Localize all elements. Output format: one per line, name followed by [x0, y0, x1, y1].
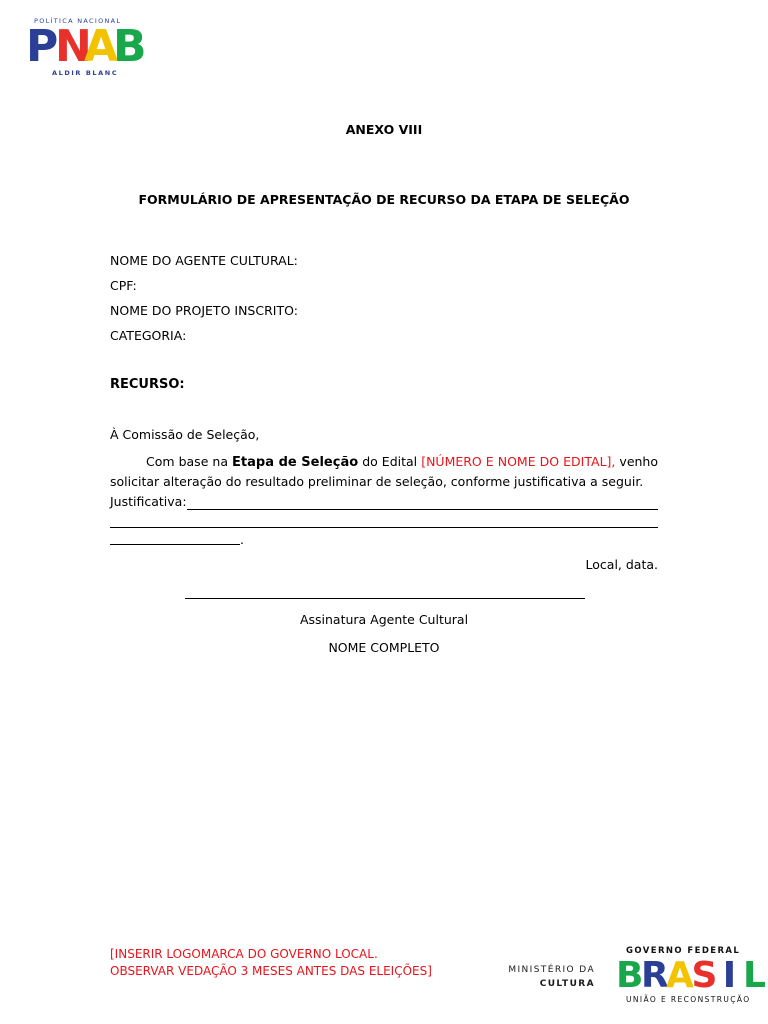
field-agent-name: NOME DO AGENTE CULTURAL:: [110, 253, 298, 268]
local-date: Local, data.: [585, 557, 658, 572]
signature-label: Assinatura Agente Cultural: [299, 612, 469, 627]
justificativa-end: .: [240, 532, 244, 547]
salutation: À Comissão de Seleção,: [110, 427, 260, 442]
edital-placeholder: [NÚMERO E NOME DO EDITAL],: [421, 454, 616, 469]
gov-letter: S: [691, 955, 716, 996]
justificativa-line: [110, 544, 240, 545]
gov-logo-wordmark: [616, 955, 766, 996]
pnab-logo: [26, 17, 148, 79]
gov-logo-bottom-text: UNIÃO E RECONSTRUÇÃO: [626, 995, 751, 1004]
pnab-letter: B: [113, 21, 145, 72]
body-bold-phrase: Etapa de Seleção: [232, 455, 359, 470]
gov-letter: B: [616, 955, 642, 996]
pnab-letter: P: [26, 21, 57, 72]
gov-logo-top-text: GOVERNO FEDERAL: [626, 946, 741, 956]
justificativa-line: [187, 509, 658, 510]
ministry-name-line: MINISTÉRIO DA: [508, 965, 595, 975]
gov-letter: L: [743, 955, 764, 996]
signature-line: [185, 598, 585, 599]
field-project-name: NOME DO PROJETO INSCRITO:: [110, 303, 298, 318]
body-text: do Edital: [358, 454, 422, 469]
ministry-logo: [505, 963, 595, 991]
pnab-logo-top-text: POLÍTICA NACIONAL: [34, 17, 122, 25]
annex-title: ANEXO VIII: [345, 122, 423, 137]
body-text: venho solicitar alteração do resultado preliminar de seleção, conforme justificativa a seguir.: [110, 454, 659, 489]
body-text: Com base na: [146, 454, 233, 469]
full-name-label: NOME COMPLETO: [328, 640, 440, 655]
local-government-logo-note: [110, 946, 432, 980]
federal-government-logo: [614, 946, 764, 1008]
ministry-name-line: CULTURA: [539, 979, 595, 989]
gov-letter: R: [641, 955, 667, 996]
justificativa-line: [110, 527, 658, 528]
justificativa-label: Justificativa:: [110, 494, 187, 509]
field-category: CATEGORIA:: [110, 328, 187, 343]
gov-letter: I: [722, 955, 735, 996]
request-paragraph: [110, 452, 658, 491]
footer-note-line: [INSERIR LOGOMARCA DO GOVERNO LOCAL.: [110, 947, 378, 961]
pnab-logo-bottom-text: ALDIR BLANC: [52, 69, 119, 77]
pnab-letter: N: [55, 21, 90, 72]
field-cpf: CPF:: [110, 278, 137, 293]
form-title: FORMULÁRIO DE APRESENTAÇÃO DE RECURSO DA ETAPA DE SELEÇÃO: [138, 192, 630, 207]
gov-letter: A: [666, 955, 692, 996]
footer-note-line: OBSERVAR VEDAÇÃO 3 MESES ANTES DAS ELEIÇÕES]: [110, 964, 432, 978]
recurso-heading: RECURSO:: [110, 377, 185, 392]
pnab-letter: A: [84, 21, 117, 72]
